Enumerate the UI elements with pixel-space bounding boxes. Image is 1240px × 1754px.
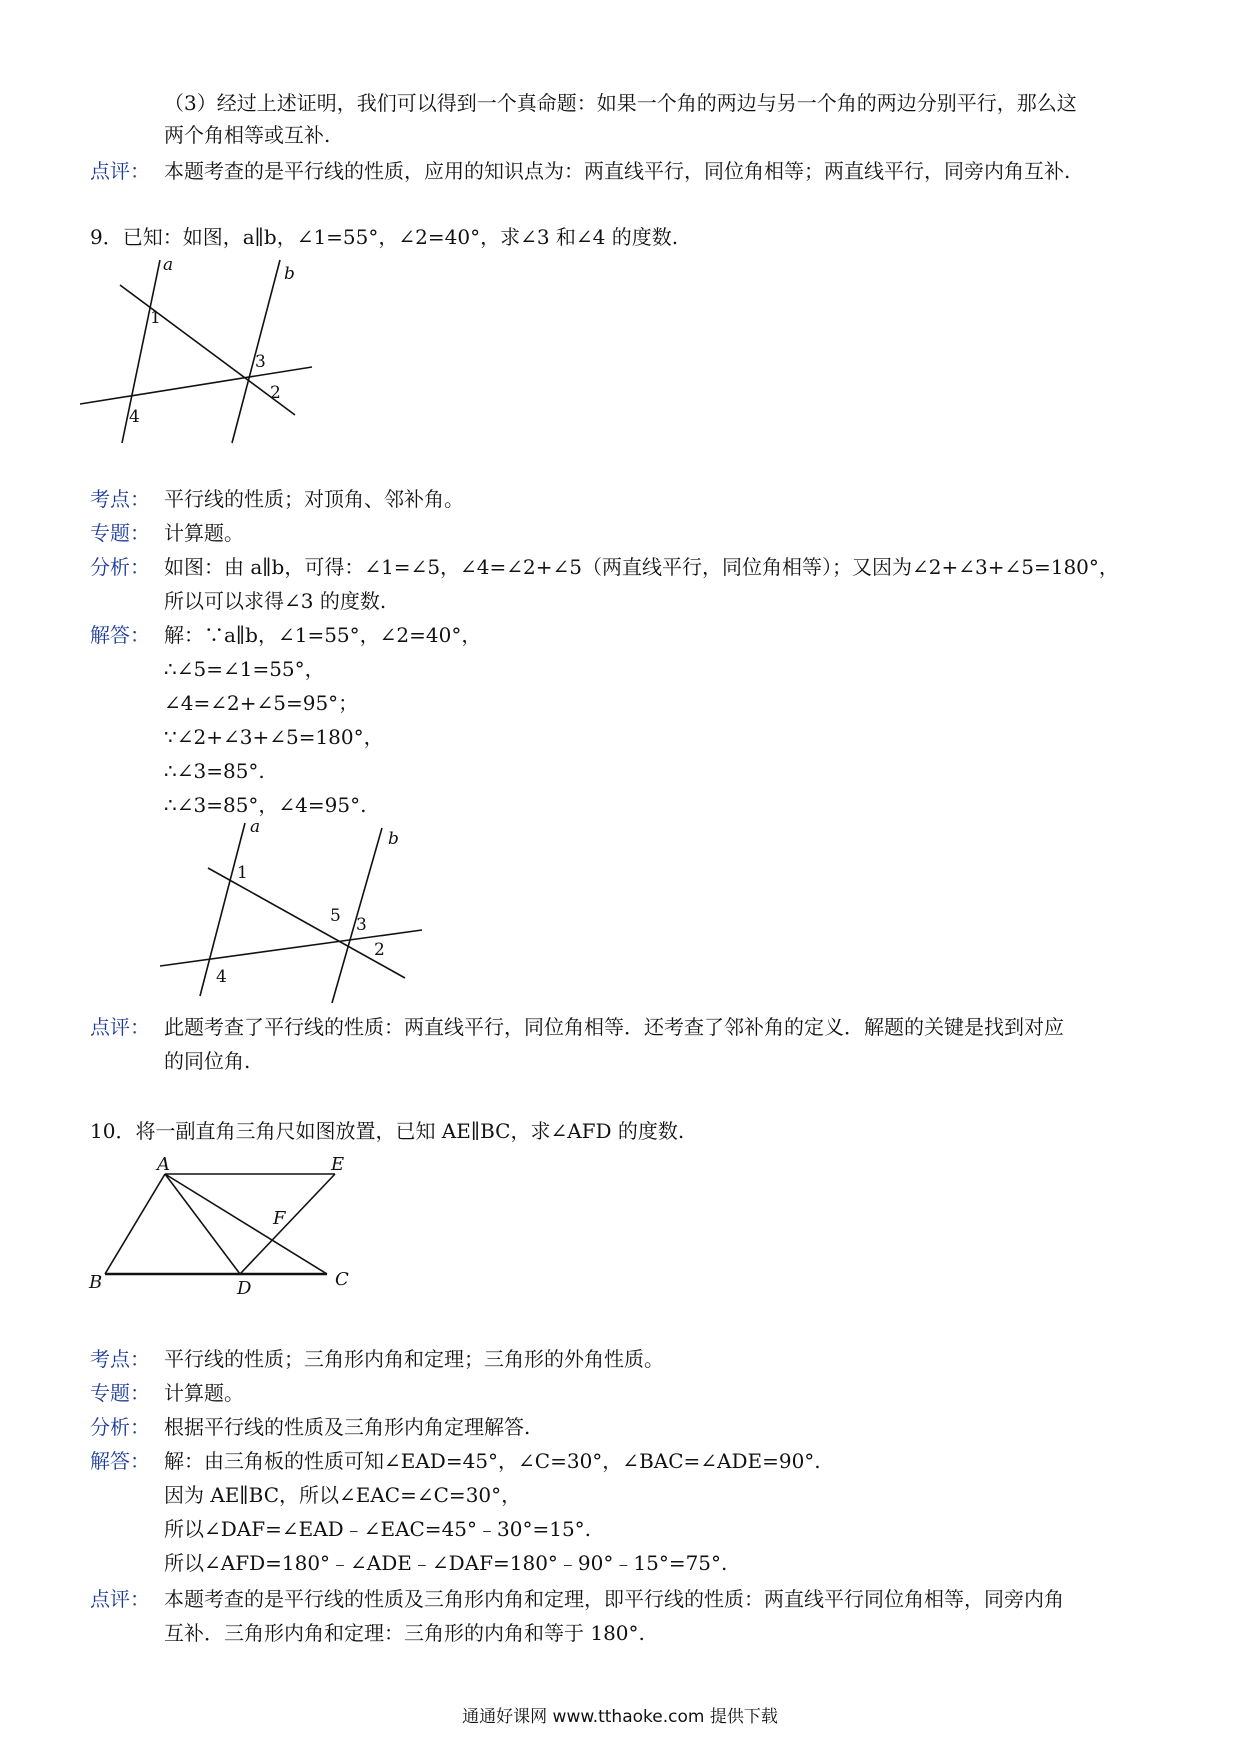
question-9: 9．已知：如图，a∥b，∠1=55°，∠2=40°，求∠3 和∠4 的度数. [90,225,679,249]
segment-ED [240,1174,335,1274]
segment-AD [165,1174,240,1274]
jieda-label-q10: 解答： [90,1449,150,1473]
label-A: A [157,1154,170,1175]
fenxi-label-q10: 分析： [90,1415,150,1439]
label-D: D [237,1278,252,1299]
solution-step: ∠4=∠2+∠5=95°； [164,691,359,715]
label-a: a [163,255,174,275]
label-4: 4 [216,967,227,987]
label-E: E [331,1154,345,1175]
label-B: B [89,1272,103,1293]
kaodian-label-q10: 考点： [90,1347,150,1371]
review-label-q10: 点评： [90,1587,150,1611]
question-10: 10．将一副直角三角尺如图放置，已知 AE∥BC，求∠AFD 的度数. [90,1119,685,1143]
solution-step: 解：由三角板的性质可知∠EAD=45°，∠C=30°，∠BAC=∠ADE=90°. [164,1449,821,1473]
label-a: a [250,818,261,837]
solution-step: 因为 AE∥BC，所以∠EAC=∠C=30°， [164,1483,522,1507]
fenxi-q10: 根据平行线的性质及三角形内角定理解答. [164,1415,531,1439]
zhuanti-label-q9: 专题： [90,521,150,545]
label-F: F [273,1208,286,1229]
review-q9-line1: 此题考查了平行线的性质：两直线平行，同位角相等．还考查了邻补角的定义．解题的关键是找到对应 [164,1015,1064,1039]
label-b: b [388,829,399,849]
kaodian-q9: 平行线的性质；对顶角、邻补角。 [164,487,464,511]
page-footer: 通通好课网 www.tthaoke.com 提供下载 [462,1707,778,1727]
zhuanti-label-q10: 专题： [90,1381,150,1405]
figure-q9 [80,255,360,455]
solution-step: 所以∠AFD=180°﹣∠ADE﹣∠DAF=180°﹣90°﹣15°=75°. [164,1551,728,1575]
fenxi-label-q9: 分析： [90,555,150,579]
label-1: 1 [237,863,248,883]
review-label-q9: 点评： [90,1015,150,1039]
label-2: 2 [270,383,281,403]
review-label: 点评： [90,159,150,183]
label-2: 2 [374,940,385,960]
review-text: 本题考查的是平行线的性质，应用的知识点为：两直线平行，同位角相等；两直线平行，同旁内角互补. [164,159,1071,183]
segment-AB [105,1174,165,1274]
label-3: 3 [356,915,367,935]
solution-step: ∴∠3=85°，∠4=95°. [164,793,367,817]
figure-q10 [85,1152,365,1302]
kaodian-q10: 平行线的性质；三角形内角和定理；三角形的外角性质。 [164,1347,664,1371]
proof-conclusion-line2: 两个角相等或互补. [164,123,331,147]
label-5: 5 [330,906,341,926]
zhuanti-q10: 计算题。 [164,1381,244,1405]
segment-AC [165,1174,327,1274]
solution-step: 所以∠DAF=∠EAD﹣∠EAC=45°﹣30°=15°. [164,1517,592,1541]
transversal-1 [208,868,405,978]
fenxi-q9-line1: 如图：由 a∥b，可得：∠1=∠5，∠4=∠2+∠5（两直线平行，同位角相等）；又因为∠2+∠3+∠5=180°， [164,555,1119,579]
solution-step: ∴∠5=∠1=55°， [164,657,325,681]
label-b: b [284,264,295,284]
solution-step: 解：∵a∥b，∠1=55°，∠2=40°， [164,623,482,647]
fenxi-q9-line2: 所以可以求得∠3 的度数. [164,589,387,613]
kaodian-label-q9: 考点： [90,487,150,511]
figure-q9-solution [160,818,440,1018]
review-q10-line2: 互补．三角形内角和定理：三角形的内角和等于 180°. [164,1621,645,1645]
proof-conclusion-line1: （3）经过上述证明，我们可以得到一个真命题：如果一个角的两边与另一个角的两边分别平行，那么这 [164,91,1077,115]
line-a [122,260,160,443]
label-C: C [335,1269,349,1290]
label-1: 1 [150,308,161,328]
label-3: 3 [255,352,266,372]
review-q9-line2: 的同位角. [164,1049,251,1073]
solution-step: ∵∠2+∠3+∠5=180°， [164,725,384,749]
solution-step: ∴∠3=85°. [164,759,265,783]
zhuanti-q9: 计算题。 [164,521,244,545]
review-q10-line1: 本题考查的是平行线的性质及三角形内角和定理，即平行线的性质：两直线平行同位角相等，同旁内角 [164,1587,1064,1611]
label-4: 4 [129,407,140,427]
jieda-label-q9: 解答： [90,623,150,647]
